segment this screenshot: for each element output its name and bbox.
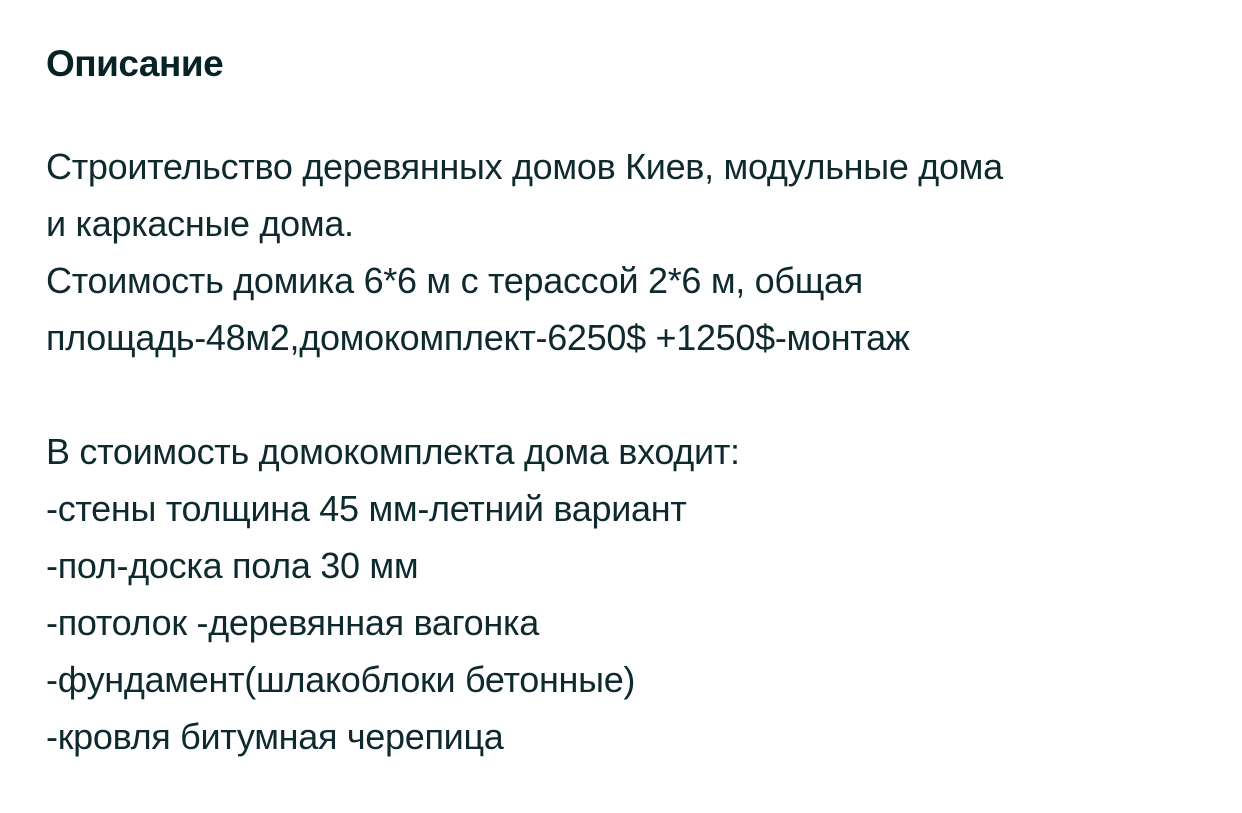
description-line: и каркасные дома. xyxy=(46,203,354,244)
description-line: Стоимость домика 6*6 м с терассой 2*6 м, общая xyxy=(46,260,863,301)
description-body xyxy=(46,138,1216,765)
description-line: Строительство деревянных домов Киев, модульные дома xyxy=(46,146,1003,187)
description-list-item: -стены толщина 45 мм-летний вариант xyxy=(46,488,687,529)
description-list-item: -фундамент(шлакоблоки бетонные) xyxy=(46,659,636,700)
blank-line xyxy=(46,366,1216,423)
description-section xyxy=(46,38,1216,765)
description-line: В стоимость домокомплекта дома входит: xyxy=(46,431,740,472)
section-title: Описание xyxy=(46,43,224,84)
description-list-item: -кровля битумная черепица xyxy=(46,716,504,757)
description-line: площадь-48м2,домокомплект-6250$ +1250$-монтаж xyxy=(46,317,910,358)
description-list-item: -пол-доска пола 30 мм xyxy=(46,545,419,586)
description-list-item: -потолок -деревянная вагонка xyxy=(46,602,539,643)
